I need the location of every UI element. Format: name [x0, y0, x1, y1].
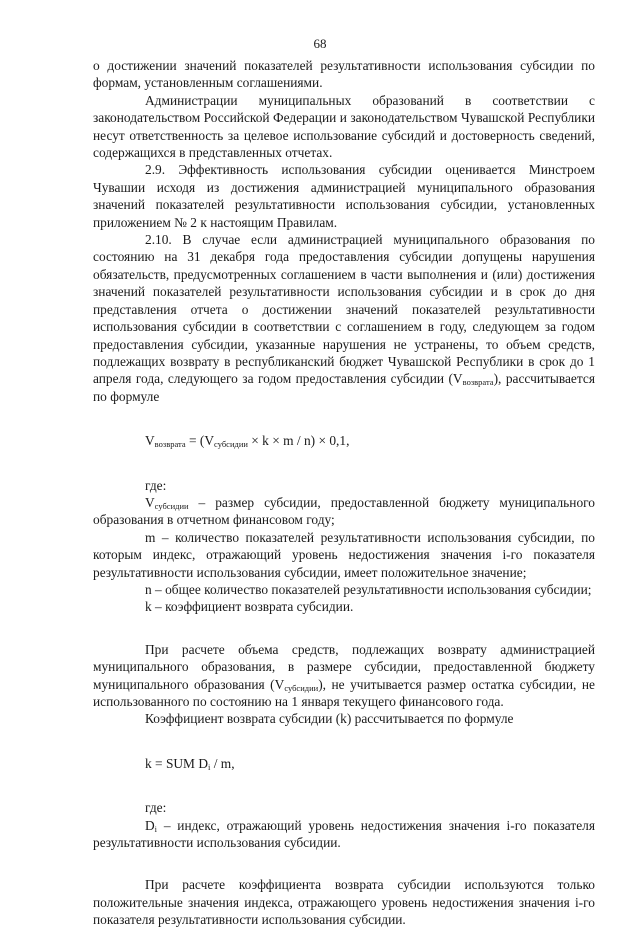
p4-text: 2.10. В случае если администрацией муниципального образования по состоянию на 31 декабря года предоставления субсидии допущены нарушения обязательств, предусмотренных соглашением в части выполнения и (или) достижения значений показателей результативности использования субсидии и в срок до дня представления отчета о достижении значений показателей результативности использования субсидии в соответствии с соглашением в году, следующем за годом предоставления субсидии, указанные нарушения не устранены, то объем средств, подлежащих возврату в республиканский бюджет Чувашской Республики в срок до 1 апреля года, следующего за годом предоставления субсидии (V — [93, 232, 595, 387]
paragraph-2-10-violations — [93, 231, 595, 405]
definition-n: n – общее количество показателей результативности использования субсидии; — [145, 581, 592, 597]
formula-coefficient — [93, 755, 595, 772]
def-v-text: – размер субсидии, предоставленной бюджету муниципального образования в отчетном финансовом году; — [93, 494, 595, 528]
definition-d-i — [93, 817, 595, 852]
paragraph-residual-exclusion — [93, 641, 595, 711]
paragraph-responsibility: Администрации муниципальных образований в соответствии с законодательством Российской Федерации и законодательством Чувашской Республики несут ответственность за целевое использование субсидий и достоверность сведений, содержащихся в представленных отчетах. — [93, 92, 595, 161]
p5-text: При расчете объема средств, подлежащих возврату администрацией муниципального образования, в размере субсидии, предоставленной бюджету муниципального образования (V — [93, 641, 595, 692]
p5-text-end: ), не учитывается размер остатка субсидии, не использованного по состоянию на 1 января текущего финансового года. — [93, 676, 595, 709]
formula-end: × k × m / n) × 0,1, — [247, 433, 350, 449]
def-v-symbol: V — [145, 494, 155, 510]
paragraph-positive-values: При расчете коэффициента возврата субсидии используются только положительные значения индекса, отражающего уровень недостижения значения i-го показателя результативности использования субсидии. — [93, 877, 595, 928]
def-d-symbol: D — [145, 817, 155, 833]
document-body — [93, 57, 595, 929]
definition-k: k – коэффициент возврата субсидии. — [145, 599, 354, 615]
definition-m: m – количество показателей результативности использования субсидии, по которым индекс, отражающий уровень недостижения значения i-го показателя результативности использования субсидии, имеет положительное значение; — [93, 529, 595, 580]
formula-mid: = (V — [185, 433, 215, 449]
p4-text-end: ), рассчитывается по формуле — [93, 371, 595, 404]
where-label-1: где: — [145, 477, 167, 493]
paragraph-2-9-efficiency: 2.9. Эффективность использования субсидии оценивается Минстроем Чувашии исходя из достижения администрацией муниципального образования значений показателей результативности использования субсидии, установленных приложением № 2 к настоящим Правилам. — [93, 162, 595, 230]
definition-v-subsidii — [93, 494, 595, 529]
p5-subscript: субсидии — [284, 682, 319, 693]
def-d-subscript: i — [154, 823, 158, 834]
where-label-2: где: — [145, 800, 167, 816]
formula-sub-subsidii: субсидии — [214, 439, 248, 450]
formula-v: V — [145, 433, 155, 449]
formula2-end: / m, — [210, 755, 235, 771]
formula2-subscript: i — [207, 761, 211, 772]
paragraph-coefficient-intro: Коэффициент возврата субсидии (k) рассчитывается по формуле — [145, 711, 514, 727]
def-d-text: – индекс, отражающий уровень недостижения значения i-го показателя результативности использования субсидии. — [93, 817, 595, 851]
paragraph-reporting-forms: о достижении значений показателей результативности использования субсидии по формам, установленным соглашениями. — [93, 58, 595, 91]
p4-subscript: возврата — [462, 377, 494, 388]
formula-return-volume — [93, 432, 595, 449]
page-number: 68 — [313, 36, 327, 51]
def-v-subscript: субсидии — [154, 500, 189, 511]
formula2-start: k = SUM D — [145, 755, 208, 771]
formula-sub-vozvrata: возврата — [154, 439, 186, 450]
